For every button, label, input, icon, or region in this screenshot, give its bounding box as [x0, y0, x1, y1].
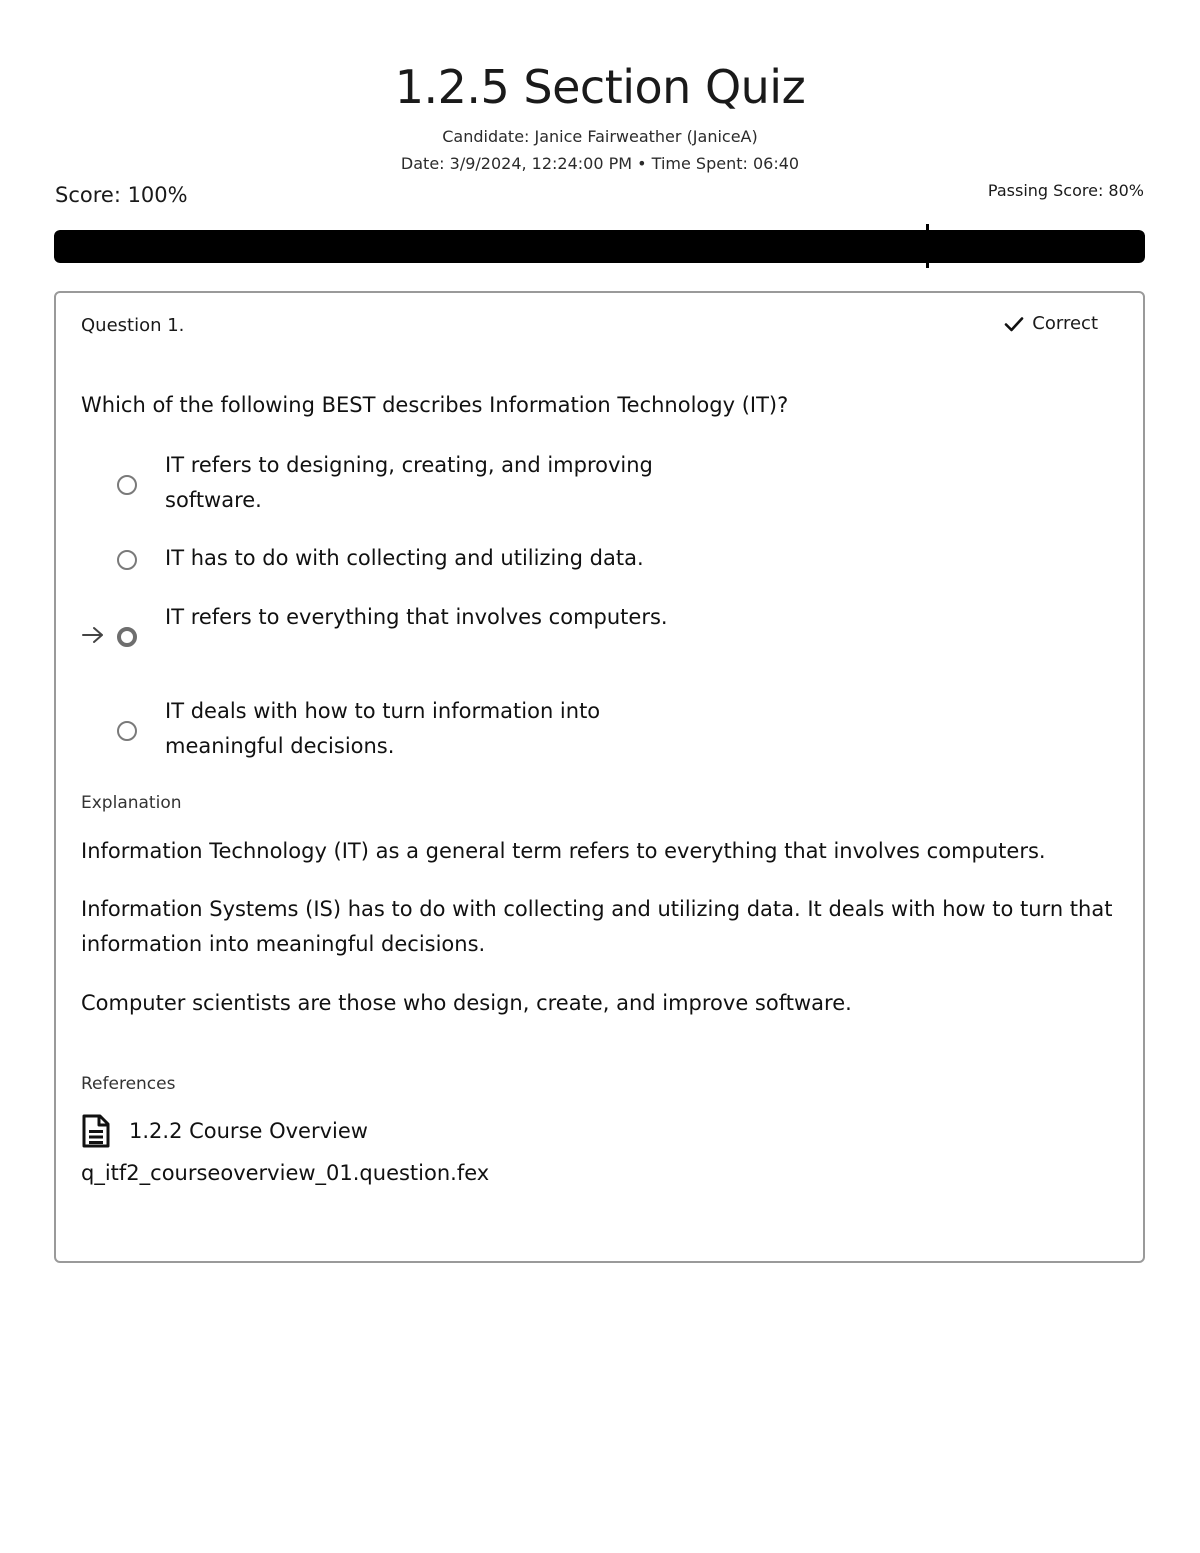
question-number: Question 1. [81, 315, 185, 336]
explanation-paragraph: Information Technology (IT) as a general term refers to everything that involves computers. [81, 839, 1046, 863]
explanation-paragraph: Computer scientists are those who design, create, and improve software. [81, 991, 852, 1015]
reference-link[interactable] [81, 1113, 368, 1149]
passing-score-label: Passing Score: 80% [987, 181, 1144, 200]
page-title: 1.2.5 Section Quiz [394, 60, 806, 114]
score-progress-fill [54, 230, 1145, 263]
answer-option[interactable] [81, 448, 781, 528]
reference-title: 1.2.2 Course Overview [129, 1119, 368, 1143]
candidate-info: Candidate: Janice Fairweather (JaniceA) [442, 127, 758, 146]
answer-status-label: Correct [1032, 313, 1098, 334]
answer-option-label: IT deals with how to turn information into meaningful decisions. [165, 699, 601, 758]
answer-option-label: IT refers to everything that involves computers. [165, 605, 668, 629]
radio-button[interactable] [117, 550, 137, 570]
question-prompt: Which of the following BEST describes Information Technology (IT)? [81, 393, 789, 417]
answer-option-label: IT has to do with collecting and utilizing data. [165, 546, 644, 570]
score-progress-bar [54, 230, 1145, 263]
answer-option-label: IT refers to designing, creating, and improving software. [165, 453, 653, 512]
radio-button[interactable] [117, 721, 137, 741]
explanation-paragraph: Information Systems (IS) has to do with collecting and utilizing data. It deals with how to turn that information into meaningful decisions. [81, 897, 1113, 956]
check-icon [1004, 314, 1024, 334]
answer-option[interactable] [81, 600, 781, 680]
question-card [54, 291, 1145, 1263]
explanation-heading: Explanation [81, 793, 182, 813]
score-label: Score: 100% [55, 183, 188, 207]
radio-button-selected[interactable] [117, 627, 137, 647]
radio-button[interactable] [117, 475, 137, 495]
passing-score-marker [926, 224, 929, 268]
answer-status [1004, 313, 1098, 334]
answer-option[interactable] [81, 694, 781, 774]
date-time-info: Date: 3/9/2024, 12:24:00 PM • Time Spent: 06:40 [400, 154, 800, 173]
arrow-right-icon [81, 625, 105, 645]
question-file-id: q_itf2_courseoverview_01.question.fex [81, 1161, 490, 1185]
references-heading: References [81, 1074, 176, 1094]
document-icon [81, 1113, 111, 1149]
